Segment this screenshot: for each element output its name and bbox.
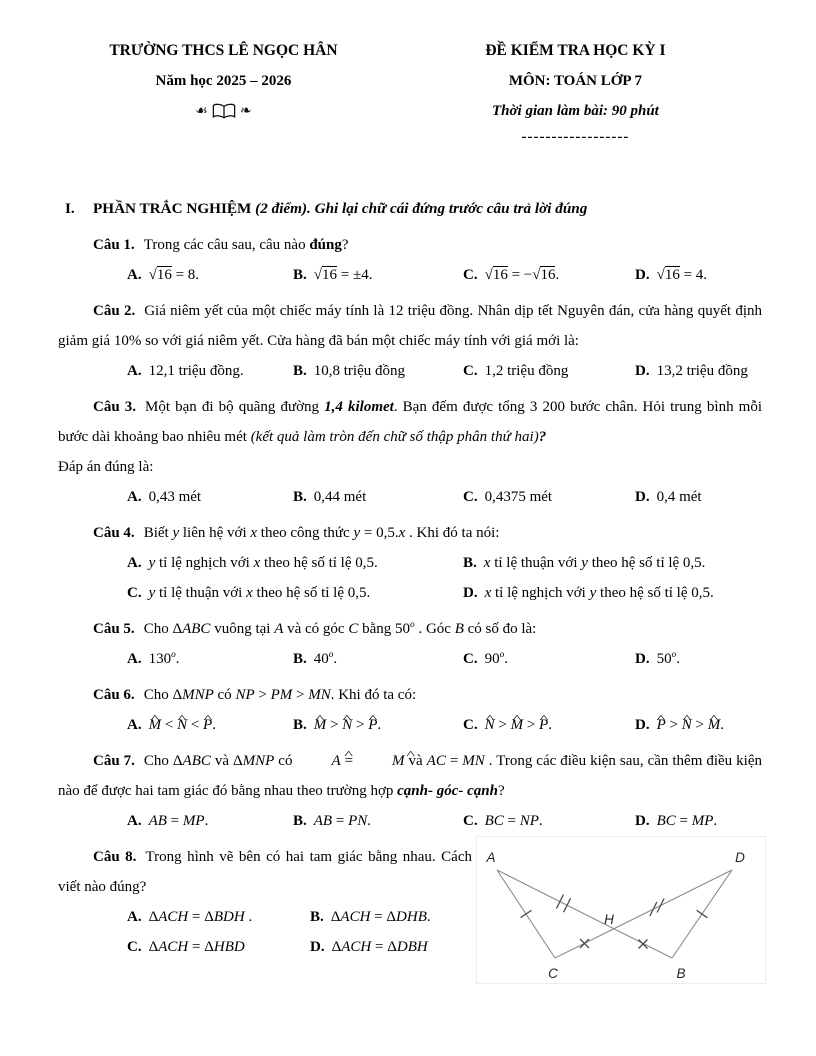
option-b [293, 806, 463, 836]
option-letter: A. [127, 813, 142, 829]
option-text: M ^ > N ^ > P ^. [314, 717, 381, 733]
question-3-body: Một bạn đi bộ quãng đường 1,4 kilomet. Bạn đếm được tổng 3 200 bước chân. Hỏi trung bình mỗi bước dài khoảng bao nhiêu mét (kết quả làm tròn đến chữ số thập phân thứ hai)? [58, 399, 762, 445]
question-2-label: Câu 2. [93, 303, 136, 319]
question-7-label: Câu 7. [93, 753, 135, 769]
question-7 [58, 746, 762, 836]
question-4-body: Biết y liên hệ với x theo công thức y = 0,5.x . Khi đó ta nói: [143, 525, 500, 541]
question-3-text [58, 392, 762, 452]
option-letter: A. [127, 717, 142, 733]
option-c [463, 644, 635, 674]
option-text: ΔACH = ΔBDH . [148, 909, 253, 925]
question-4 [58, 518, 762, 608]
option-letter: D. [635, 267, 650, 283]
section-heading [58, 194, 762, 224]
option-b [463, 548, 762, 578]
question-8-label: Câu 8. [93, 849, 137, 865]
question-2 [58, 296, 762, 386]
option-text: N ^ > M ^ > P ^. [485, 717, 552, 733]
option-letter: B. [293, 489, 307, 505]
option-a [127, 260, 293, 290]
option-text: x tỉ lệ thuận với y theo hệ số tỉ lệ 0,5. [483, 555, 706, 571]
option-text: y tỉ lệ nghịch với x theo hệ số tỉ lệ 0,5. [148, 555, 378, 571]
option-text: 130$^o$. [148, 650, 180, 667]
option-text: 0,43 mét [148, 489, 202, 505]
option-letter: C. [463, 489, 478, 505]
question-6-label: Câu 6. [93, 687, 135, 703]
option-d [463, 578, 762, 608]
question-3-options [127, 482, 762, 512]
option-text: √16 = ±4. [313, 267, 373, 283]
option-text: x tỉ lệ nghịch với y theo hệ số tỉ lệ 0,5. [484, 585, 714, 601]
option-letter: D. [635, 717, 650, 733]
option-text: ΔACH = ΔHBD [148, 939, 245, 955]
option-text: 40$^o$. [313, 650, 338, 667]
option-text: ΔACH = ΔDBH [331, 939, 428, 955]
section-title-text: PHẦN TRẮC NGHIỆM [93, 200, 252, 217]
option-letter: C. [127, 585, 142, 601]
option-text: BC = MP. [656, 813, 718, 829]
option-text: M ^ < N ^ < P ^. [149, 717, 216, 733]
option-letter: A. [127, 651, 142, 667]
option-c [463, 710, 635, 740]
option-text: P ^ > N ^ > M ^. [657, 717, 724, 733]
option-letter: C. [463, 813, 478, 829]
exam-title: ĐỀ KIỂM TRA HỌC KỲ I [485, 42, 666, 59]
option-text: 0,44 mét [313, 489, 367, 505]
option-d [310, 932, 472, 962]
option-letter: A. [127, 267, 142, 283]
option-b [293, 710, 463, 740]
option-letter: C. [463, 267, 478, 283]
option-letter: D. [635, 489, 650, 505]
option-text: 90$^o$. [484, 650, 508, 667]
question-7-options [127, 806, 762, 836]
option-letter: C. [463, 363, 478, 379]
bowtie-triangles-diagram [478, 838, 764, 982]
option-c [127, 932, 310, 962]
option-letter: D. [635, 813, 650, 829]
question-7-body: Cho ΔABC và ΔMNP có A ^ = M ^ và AC = MN . Trong các điều kiện sau, cần thêm điều kiện nào để được hai tam giác đó bằng nhau theo trường hợp cạnh- góc- cạnh? [58, 753, 762, 799]
section-note: (2 điểm). Ghi lại chữ cái đứng trước câu trả lời đúng [255, 200, 588, 217]
option-a [127, 902, 310, 932]
question-5-label: Câu 5. [93, 621, 135, 637]
option-a [127, 644, 293, 674]
question-2-text [58, 296, 762, 356]
school-name: TRƯỜNG THCS LÊ NGỌC HÂN [109, 42, 338, 59]
option-a [127, 806, 293, 836]
section-title [93, 194, 587, 224]
option-d [635, 356, 762, 386]
exam-subject: MÔN: TOÁN LỚP 7 [508, 73, 643, 89]
option-text: 1,2 triệu đồng [484, 363, 569, 379]
option-text: AB = PN. [313, 813, 371, 829]
header-school-block [58, 36, 389, 148]
option-text: √16 = 8. [148, 267, 200, 283]
option-letter: B. [293, 813, 307, 829]
figure-point-c-label: C [548, 966, 558, 981]
option-d [635, 482, 762, 512]
option-letter: D. [635, 363, 650, 379]
page-header [0, 0, 816, 148]
option-text: y tỉ lệ thuận với x theo hệ số tỉ lệ 0,5. [148, 585, 371, 601]
option-c [463, 260, 635, 290]
question-1-text [58, 230, 762, 260]
header-exam-block [389, 36, 762, 148]
question-3-subtext: Đáp án đúng là: [58, 459, 154, 475]
option-b [293, 644, 463, 674]
option-letter: B. [293, 651, 307, 667]
option-b [293, 356, 463, 386]
question-1 [58, 230, 762, 290]
option-letter: A. [127, 909, 142, 925]
option-c [463, 806, 635, 836]
question-1-body: Trong các câu sau, câu nào đúng? [143, 237, 349, 253]
option-text: √16 = −√16. [484, 267, 560, 283]
question-4-options [127, 548, 762, 608]
option-text: AB = MP. [148, 813, 209, 829]
question-3-label: Câu 3. [93, 399, 137, 415]
figure-point-b-label: B [676, 966, 686, 981]
option-letter: B. [310, 909, 324, 925]
ornament-divider [58, 96, 389, 126]
option-c [463, 482, 635, 512]
question-1-options [127, 260, 762, 290]
option-letter: A. [127, 363, 142, 379]
option-b [310, 902, 472, 932]
dashed-divider: ------------------ [521, 129, 630, 145]
question-6-body: Cho ΔMNP có NP > PM > MN. Khi đó ta có: [143, 687, 417, 703]
option-d [635, 644, 762, 674]
question-6-options [127, 710, 762, 740]
option-text: 50$^o$. [656, 650, 680, 667]
question-2-body: Giá niêm yết của một chiếc máy tính là 12 triệu đồng. Nhân dịp tết Nguyên đán, cửa hàng quyết định giảm giá 10% so với giá niêm yết. Cửa hàng đã bán một chiếc máy tính với giá mới là: [58, 303, 762, 349]
option-letter: B. [463, 555, 477, 571]
exam-duration: Thời gian làm bài: 90 phút [492, 103, 659, 119]
ornament-left-flourish-icon: ☙ [195, 103, 208, 119]
option-d [635, 260, 762, 290]
option-letter: C. [463, 717, 478, 733]
figure-point-h-label: H [604, 912, 614, 927]
option-d [635, 710, 762, 740]
question-8-main [58, 842, 472, 962]
question-8 [58, 842, 762, 981]
option-letter: D. [463, 585, 478, 601]
option-c [127, 578, 463, 608]
option-letter: B. [293, 267, 307, 283]
question-5-body: Cho ΔABC vuông tại A và có góc C bằng 50$^o$ . Góc B có số đo là: [143, 620, 537, 637]
ornament-right-flourish-icon: ❧ [239, 103, 252, 119]
option-letter: C. [127, 939, 142, 955]
option-text: 0,4375 mét [484, 489, 553, 505]
question-4-label: Câu 4. [93, 525, 135, 541]
question-2-options [127, 356, 762, 386]
question-3 [58, 392, 762, 512]
option-letter: B. [293, 363, 307, 379]
open-book-icon [212, 103, 236, 120]
option-text: ΔACH = ΔDHB. [330, 909, 431, 925]
option-text: 12,1 triệu đồng. [148, 363, 244, 379]
figure-point-d-label: D [735, 850, 745, 865]
option-letter: C. [463, 651, 478, 667]
option-letter: D. [635, 651, 650, 667]
question-1-label: Câu 1. [93, 237, 135, 253]
option-b [293, 260, 463, 290]
option-a [127, 356, 293, 386]
option-a [127, 710, 293, 740]
option-b [293, 482, 463, 512]
question-4-text [58, 518, 762, 548]
option-text: 13,2 triệu đồng [656, 363, 748, 379]
option-text: 10,8 triệu đồng [313, 363, 406, 379]
figure-point-a-label: A [486, 850, 496, 865]
question-8-options [127, 902, 472, 962]
exam-content [0, 194, 816, 981]
question-6 [58, 680, 762, 740]
question-8-body: Trong hình vẽ bên có hai tam giác bằng nhau. Cách viết nào đúng? [58, 849, 472, 895]
option-d [635, 806, 762, 836]
question-5-options [127, 644, 762, 674]
triangles-figure [476, 836, 766, 984]
option-letter: A. [127, 489, 142, 505]
option-a [127, 482, 293, 512]
option-letter: B. [293, 717, 307, 733]
option-text: BC = NP. [484, 813, 543, 829]
option-letter: D. [310, 939, 325, 955]
question-7-text [58, 746, 762, 806]
option-text: √16 = 4. [656, 267, 708, 283]
section-numeral: I. [65, 200, 75, 217]
question-5 [58, 614, 762, 674]
school-year: Năm học 2025 – 2026 [155, 73, 292, 89]
option-text: 0,4 mét [656, 489, 702, 505]
option-c [463, 356, 635, 386]
question-8-text [58, 842, 472, 902]
question-5-text [58, 614, 762, 644]
option-letter: A. [127, 555, 142, 571]
option-a [127, 548, 463, 578]
